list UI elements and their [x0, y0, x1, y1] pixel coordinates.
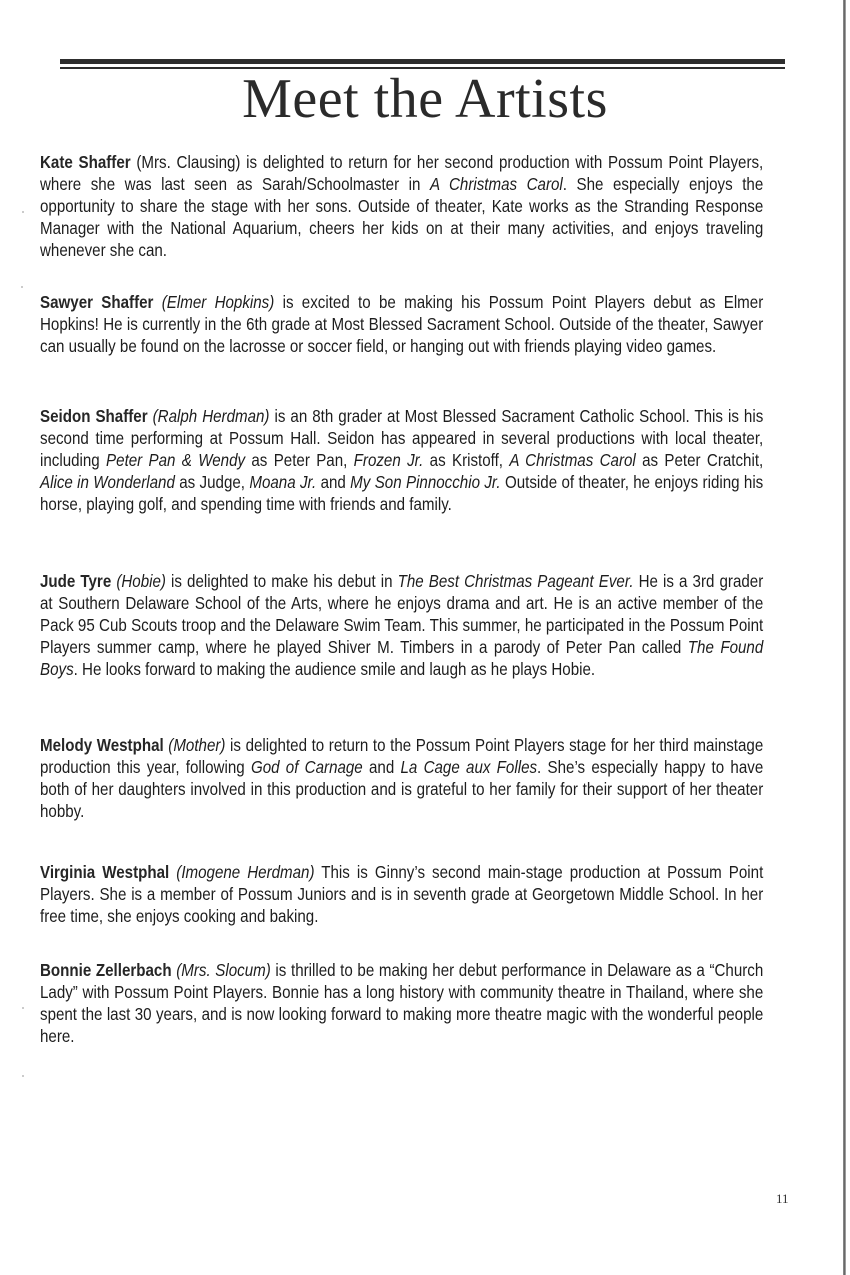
- bio-text: . She’s especially happy to have both of her daughters involved in this production and is grateful to her family for their support of her theater hobby.: [40, 757, 764, 821]
- bio-text: as Kristoff,: [423, 450, 510, 470]
- work-title: Frozen Jr.: [353, 450, 424, 470]
- artist-bio: [40, 734, 763, 822]
- work-title: A Christmas Carol: [509, 450, 636, 470]
- artist-bio: [40, 405, 763, 515]
- bio-text: is delighted to return to the Possum Point Players stage for her third mainstage production this year, following: [40, 735, 764, 777]
- work-title: My Son Pinnocchio Jr.: [350, 472, 501, 492]
- artist-name: Jude Tyre: [40, 571, 112, 591]
- artist-bio: [40, 291, 763, 357]
- artist-name: Melody Westphal: [40, 735, 164, 755]
- artist-role: (Elmer Hopkins): [161, 292, 275, 312]
- bio-text: He is a 3rd grader at Southern Delaware School of the Arts, where he enjoys drama and art. He is an active member of the Pack 95 Cub Scouts troop and the Delaware Swim Team. This summer, he participated in the Possum Point Players summer camp, where he played Shiver M. Timbers in a parody of Peter Pan called: [40, 571, 764, 657]
- scan-speck: [22, 1075, 24, 1077]
- page-number: 11: [776, 1191, 789, 1206]
- work-title: Moana Jr.: [249, 472, 317, 492]
- work-title: God of Carnage: [250, 757, 363, 777]
- work-title: The Best Christmas Pageant Ever.: [397, 571, 634, 591]
- scan-speck: [21, 286, 23, 288]
- work-title: Peter Pan & Wendy: [106, 450, 246, 470]
- bio-text: and: [362, 757, 401, 777]
- artist-role: (Hobie): [116, 571, 166, 591]
- bio-text: is delighted to return for her second production with Possum Point Players, where she was last seen as Sarah/Schoolmaster in: [40, 152, 764, 194]
- bio-text: as Judge,: [174, 472, 250, 492]
- artist-bio: [40, 151, 763, 261]
- bio-text: is delighted to make his debut in: [165, 571, 398, 591]
- artist-bio: [40, 861, 763, 927]
- work-title: A Christmas Carol: [429, 174, 563, 194]
- bio-text: is excited to be making his Possum Point Players debut as Elmer Hopkins! He is currently in the 6th grade at Most Blessed Sacrament School. Outside of the theater, Sawyer can usually be found on the lacrosse or soccer field, or hanging out with friends playing video games.: [40, 292, 764, 356]
- artist-bio: [40, 570, 763, 680]
- bio-text: is an 8th grader at Most Blessed Sacrament Catholic School. This is his second time performing at Possum Hall. Seidon has appeared in several productions with local theater, including: [40, 406, 764, 470]
- scan-speck: [22, 1007, 24, 1009]
- artist-role: (Imogene Herdman): [176, 862, 315, 882]
- bio-text: is thrilled to be making her debut performance in Delaware as a “Church Lady” with Possum Point Players. Bonnie has a long history with community theatre in Thailand, where she spent the last 30 years, and is now looking forward to making more theatre magic with the wonderful people here.: [40, 960, 764, 1046]
- artist-name: Bonnie Zellerbach: [40, 960, 172, 980]
- bio-text: This is Ginny’s second main-stage production at Possum Point Players. She is a member of Possum Juniors and is in seventh grade at Georgetown Middle School. In her free time, she enjoys cooking and baking.: [40, 862, 764, 926]
- artist-name: Sawyer Shaffer: [40, 292, 154, 312]
- bio-text: as Peter Pan,: [245, 450, 354, 470]
- artist-bio: [40, 959, 763, 1047]
- artist-name: Virginia Westphal: [40, 862, 170, 882]
- bio-text: Outside of theater, he enjoys riding his horse, playing golf, and spending time with friends and family.: [40, 472, 764, 514]
- work-title: Alice in Wonderland: [40, 472, 175, 492]
- page-edge-line: [843, 0, 846, 1275]
- bio-text: . He looks forward to making the audience smile and laugh as he plays Hobie.: [73, 659, 596, 679]
- page-title: Meet the Artists: [242, 68, 608, 130]
- scan-speck: [22, 211, 24, 213]
- artist-role: (Mrs. Clausing): [136, 152, 241, 172]
- artist-role: (Ralph Herdman): [152, 406, 270, 426]
- work-title: La Cage aux Folles: [400, 757, 538, 777]
- artist-name: Seidon Shaffer: [40, 406, 148, 426]
- bio-text: . She especially enjoys the opportunity to share the stage with her sons. Outside of theater, Kate works as the Stranding Response Manager with the National Aquarium, cheers her kids on at their many activities, and enjoys traveling whenever she can.: [40, 174, 764, 260]
- work-title: The Found Boys: [40, 637, 764, 679]
- artist-name: Kate Shaffer: [40, 152, 131, 172]
- bio-text: and: [316, 472, 351, 492]
- artist-role: (Mother): [168, 735, 226, 755]
- bio-text: as Peter Cratchit,: [635, 450, 764, 470]
- artist-role: (Mrs. Slocum): [176, 960, 271, 980]
